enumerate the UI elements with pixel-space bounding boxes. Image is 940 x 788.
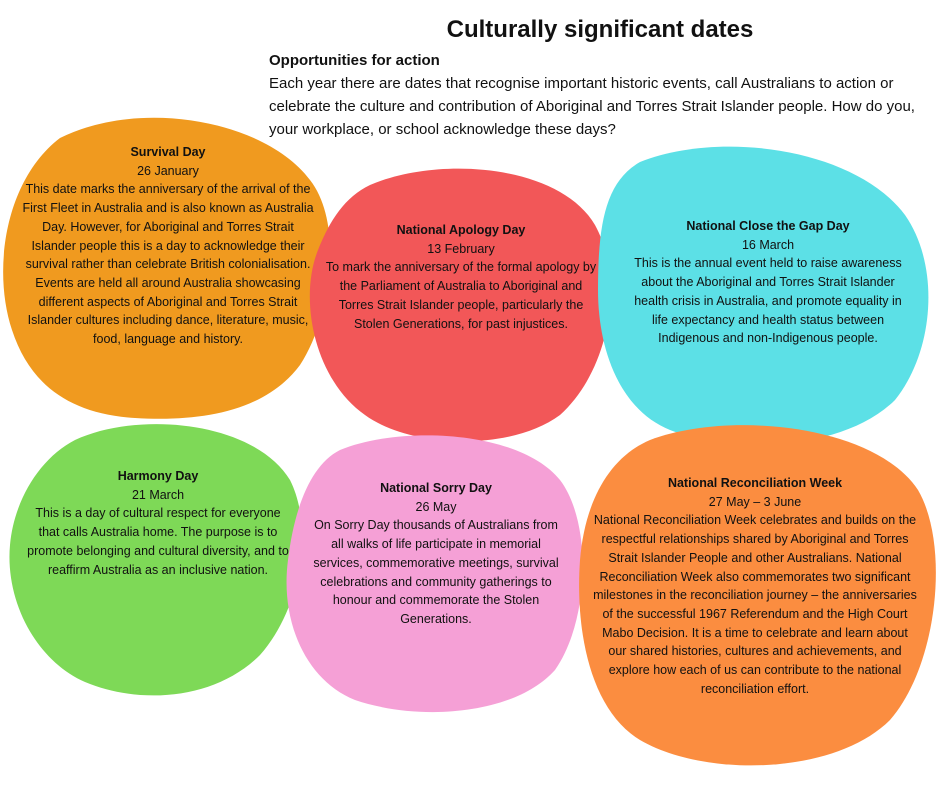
close-the-gap-day-title: National Close the Gap Day: [686, 219, 850, 233]
close-the-gap-day-description: This is the annual event held to raise awareness about the Aboriginal and Torres Strait Islander health crisis in Australia, and promote equality in life expectancy and health status between Indigenous and non-Indigenous people.: [634, 256, 902, 346]
harmony-day-description: This is a day of cultural respect for everyone that calls Australia home. The purpose is to promote belonging and cultural diversity, and to reaffirm Australia as an inclusive nation.: [27, 506, 289, 577]
survival-day-card: [20, 143, 316, 349]
national-apology-day-date: 13 February: [427, 241, 495, 256]
survival-day-title: Survival Day: [130, 145, 206, 159]
close-the-gap-day-date: 16 March: [741, 237, 795, 252]
national-apology-day-title: National Apology Day: [396, 223, 526, 237]
survival-day-description: This date marks the anniversary of the arrival of the First Fleet in Australia and is also known as Australia Day. However, for Aboriginal and Torres Strait Islander people this is a day to acknowledge their survival rather than celebrate British colonialisation. Events are held all around Australia showcasing different aspects of Aboriginal and Torres Strait Islander cultures including dance, literature, music, food, language and history.: [22, 182, 314, 347]
survival-day-date: 26 January: [137, 163, 199, 178]
page-title: Culturally significant dates: [446, 16, 754, 43]
reconciliation-week-title: National Reconciliation Week: [667, 476, 843, 490]
harmony-day-title: Harmony Day: [117, 469, 199, 483]
national-sorry-day-description: On Sorry Day thousands of Australians from all walks of life participate in memorial services, commemorative meetings, survival celebrations and community gatherings to honour and commemorate the Stolen Generations.: [313, 518, 559, 626]
national-sorry-day-card: [308, 479, 564, 629]
national-sorry-day-date: 26 May: [415, 499, 457, 514]
intro-heading: Opportunities for action: [269, 52, 440, 69]
national-apology-day-description: To mark the anniversary of the formal apology by the Parliament of Australia to Aboriginal and Torres Strait Islander people, particularly the Stolen Generations, for past injustices.: [325, 260, 597, 331]
national-sorry-day-title: National Sorry Day: [380, 481, 492, 495]
reconciliation-week-date: 27 May – 3 June: [708, 494, 802, 509]
close-the-gap-day-card: [626, 217, 910, 348]
reconciliation-week-description: National Reconciliation Week celebrates and builds on the respectful relationships shared by Aboriginal and Torres Strait Islander People and other Australians. National Reconciliation Week also commemorates two significant milestones in the reconciliation journey – the anniversaries of the successful 1967 Referendum and the High Court Mabo Decision. It is a time to celebrate and learn about our shared histories, cultures and achievements, and explore how each of us can contribute to the national reconciliation effort.: [593, 513, 917, 696]
reconciliation-week-card: [592, 474, 918, 698]
harmony-day-date: 21 March: [131, 487, 185, 502]
intro-text: Each year there are dates that recognise important historic events, call Australians to action or celebrate the culture and contribution of Aboriginal and Torres Strait Islander people. How do you, your workplace, or school acknowledge these days?: [269, 75, 915, 138]
harmony-day-card: [24, 467, 292, 579]
national-apology-day-card: [325, 221, 597, 333]
